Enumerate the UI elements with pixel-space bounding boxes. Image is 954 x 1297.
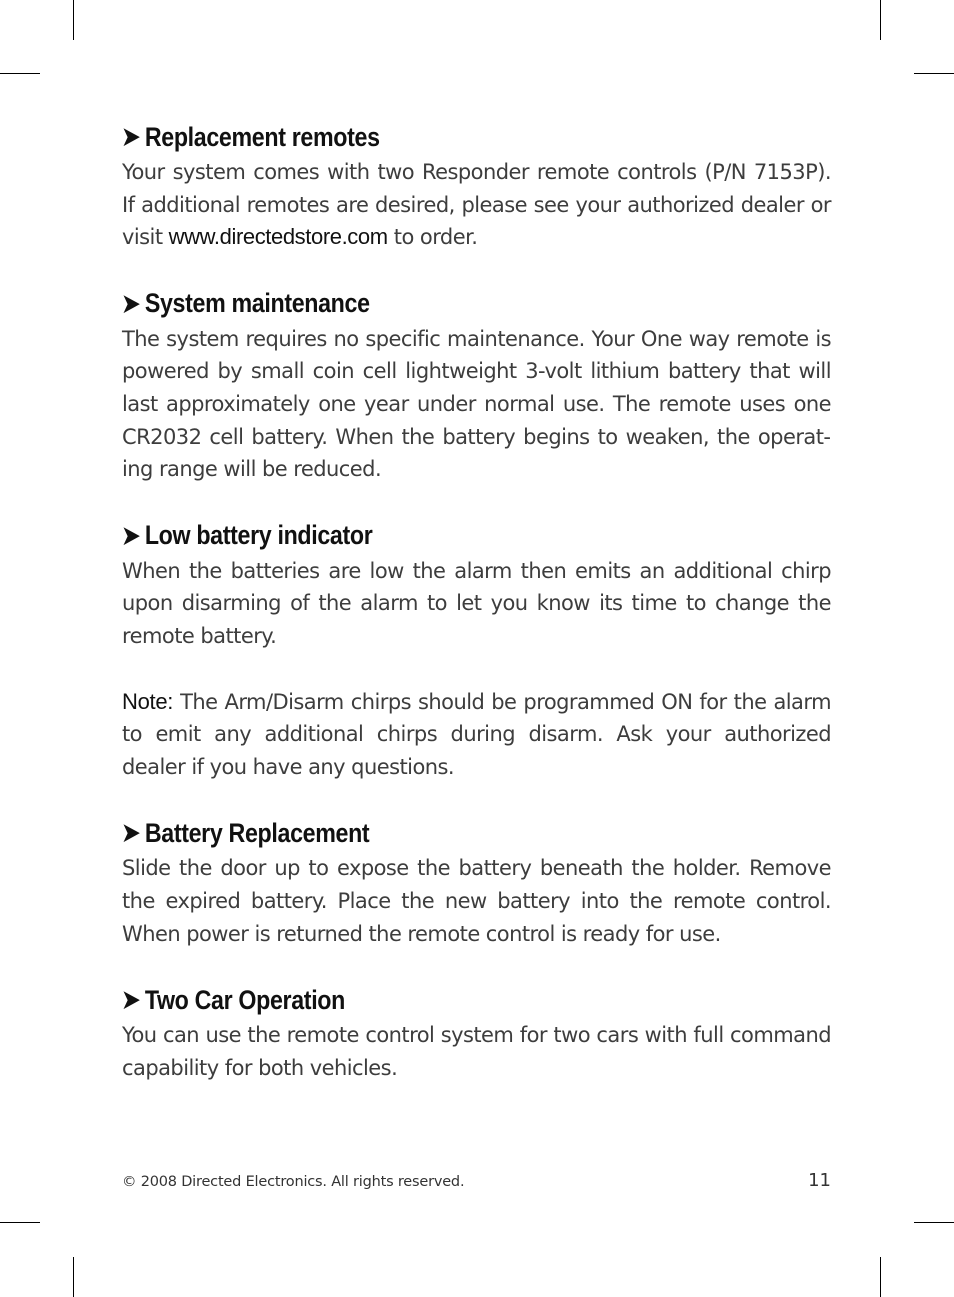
crop-mark-bottom-left-horizontal xyxy=(0,1222,40,1223)
body-text: Your system comes with two Responder remote controls (P/N 7153P). If additional remotes are desired, please see your authorized dealer or visit xyxy=(122,160,831,250)
crop-mark-bottom-right-vertical xyxy=(880,1257,881,1297)
section-body: The system requires no specific maintenance. Your One way remote is powered by small coin cell lightweight 3-volt lithium battery that will last approximately one year under normal use. The remote uses one CR2032 cell battery. When the battery begins to weaken, the operating range will be reduced. xyxy=(122,326,831,482)
section-heading xyxy=(122,517,732,555)
crop-mark-top-left-vertical xyxy=(73,0,74,40)
arrow-bullet-icon: ➤ xyxy=(122,123,140,151)
section-body: Slide the door up to expose the battery beneath the holder. Remove the expired battery. Place the new battery into the remote control. When power is returned the remote control is ready for use. xyxy=(122,856,831,946)
note-text: The Arm/Disarm chirps should be programmed ON for the alarm to emit any additional chirps during disarm. Ask your authorized dealer if you have any questions. xyxy=(122,689,831,779)
section-heading xyxy=(122,118,732,156)
crop-mark-top-right-vertical xyxy=(880,0,881,40)
section-body: You can use the remote control system for two cars with full command capability for both vehicles. xyxy=(122,1023,831,1080)
arrow-bullet-icon: ➤ xyxy=(122,289,140,318)
section-two-car-operation xyxy=(122,981,831,1084)
section-system-maintenance xyxy=(122,285,831,486)
page-footer xyxy=(122,1170,831,1191)
section-heading-text: Battery Replacement xyxy=(144,817,370,848)
section-heading-text: Replacement remotes xyxy=(144,121,380,152)
section-low-battery-indicator xyxy=(122,517,831,784)
body-text-end: to order. xyxy=(387,225,478,250)
section-battery-replacement xyxy=(122,814,831,950)
crop-mark-top-right-horizontal xyxy=(914,73,954,74)
section-heading-text: System maintenance xyxy=(144,288,370,319)
directedstore-link[interactable]: www.directedstore.com xyxy=(168,224,388,250)
crop-mark-bottom-left-vertical xyxy=(73,1257,74,1297)
section-heading-text: Two Car Operation xyxy=(144,984,345,1015)
page-content xyxy=(122,118,831,1115)
note-label: Note: xyxy=(122,688,174,714)
section-body xyxy=(122,156,831,254)
section-heading xyxy=(122,814,732,852)
note-paragraph xyxy=(122,686,831,784)
page-number: 11 xyxy=(808,1170,831,1191)
arrow-bullet-icon: ➤ xyxy=(122,521,140,550)
section-heading-text: Low battery indicator xyxy=(144,520,373,551)
arrow-bullet-icon: ➤ xyxy=(122,819,140,848)
copyright-notice: © 2008 Directed Electronics. All rights reserved. xyxy=(122,1174,465,1190)
crop-mark-bottom-right-horizontal xyxy=(914,1222,954,1223)
section-heading xyxy=(122,981,732,1019)
section-replacement-remotes xyxy=(122,118,831,254)
section-heading xyxy=(122,285,732,323)
section-body: When the batteries are low the alarm then emits an additional chirp upon disarming of the alarm to let you know its time to change the remote battery. xyxy=(122,558,831,648)
arrow-bullet-icon: ➤ xyxy=(122,986,140,1015)
crop-mark-top-left-horizontal xyxy=(0,73,40,74)
